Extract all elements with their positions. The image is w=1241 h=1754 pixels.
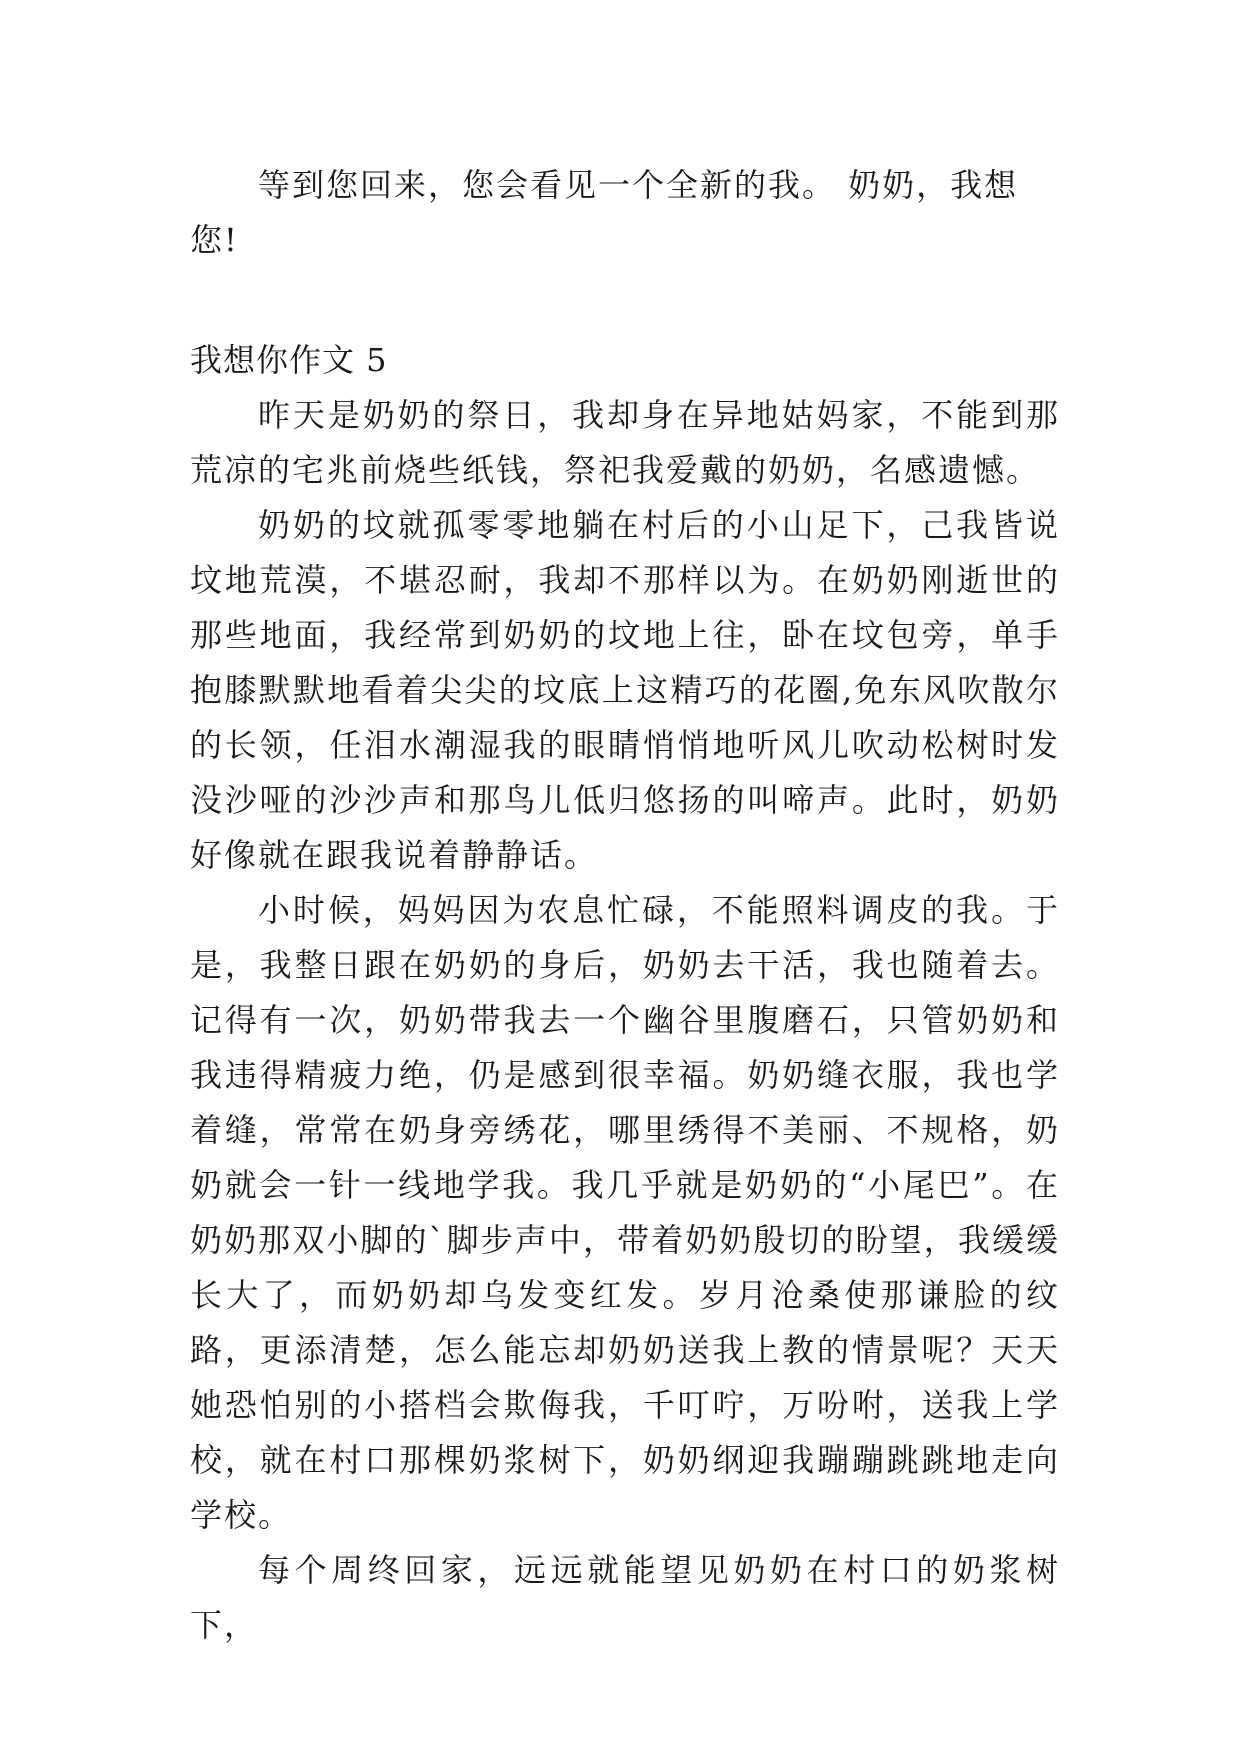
paragraph: 奶奶的坟就孤零零地躺在村后的小山足下，己我皆说坟地荒漠，不堪忍耐，我却不那样以为。在奶奶刚逝世的那些地面，我经常到奶奶的坟地上往，卧在坟包旁，单手抱膝默默地看着尖尖的坟底上这精巧的花圈,免东风吹散尔的长领，任泪水潮湿我的眼睛悄悄地听风儿吹动松树时发没沙哑的沙沙声和那鸟儿低归悠扬的叫啼声。此时，奶奶好像就在跟我说着静静话。 — [190, 506, 1060, 874]
paragraph: 昨天是奶奶的祭日，我却身在异地姑妈家，不能到那荒凉的宅兆前烧些纸钱，祭祀我爱戴的奶奶，名感遗憾。 — [190, 396, 1060, 489]
paragraph: 每个周终回家，远远就能望见奶奶在村口的奶浆树下， — [190, 1551, 1060, 1644]
paragraph: 小时候，妈妈因为农息忙碌，不能照料调皮的我。于是，我整日跟在奶奶的身后，奶奶去干活，我也随着去。记得有一次，奶奶带我去一个幽谷里腹磨石，只管奶奶和我违得精疲力绝，仍是感到很幸福。奶奶缝衣服，我也学着缝，常常在奶身旁绣花，哪里绣得不美丽、不规格，奶奶就会一针一线地学我。我几乎就是奶奶的“小尾巴”。在奶奶那双小脚的`脚步声中，带着奶奶殷切的盼望，我缓缓长大了，而奶奶却乌发变红发。岁月沧桑使那谦脸的纹路，更添清楚，怎么能忘却奶奶送我上教的情景呢？天天她恐怕别的小搭档会欺侮我，千叮咛，万吩咐，送我上学校，就在村口那棵奶浆树下，奶奶纲迎我蹦蹦跳跳地走向学校。 — [190, 891, 1060, 1534]
document-body — [190, 158, 1060, 1653]
section-title: 我想你作文 5 — [190, 341, 388, 379]
closing-line: 等到您回来，您会看见一个全新的我。 奶奶，我想您! — [190, 166, 1019, 259]
